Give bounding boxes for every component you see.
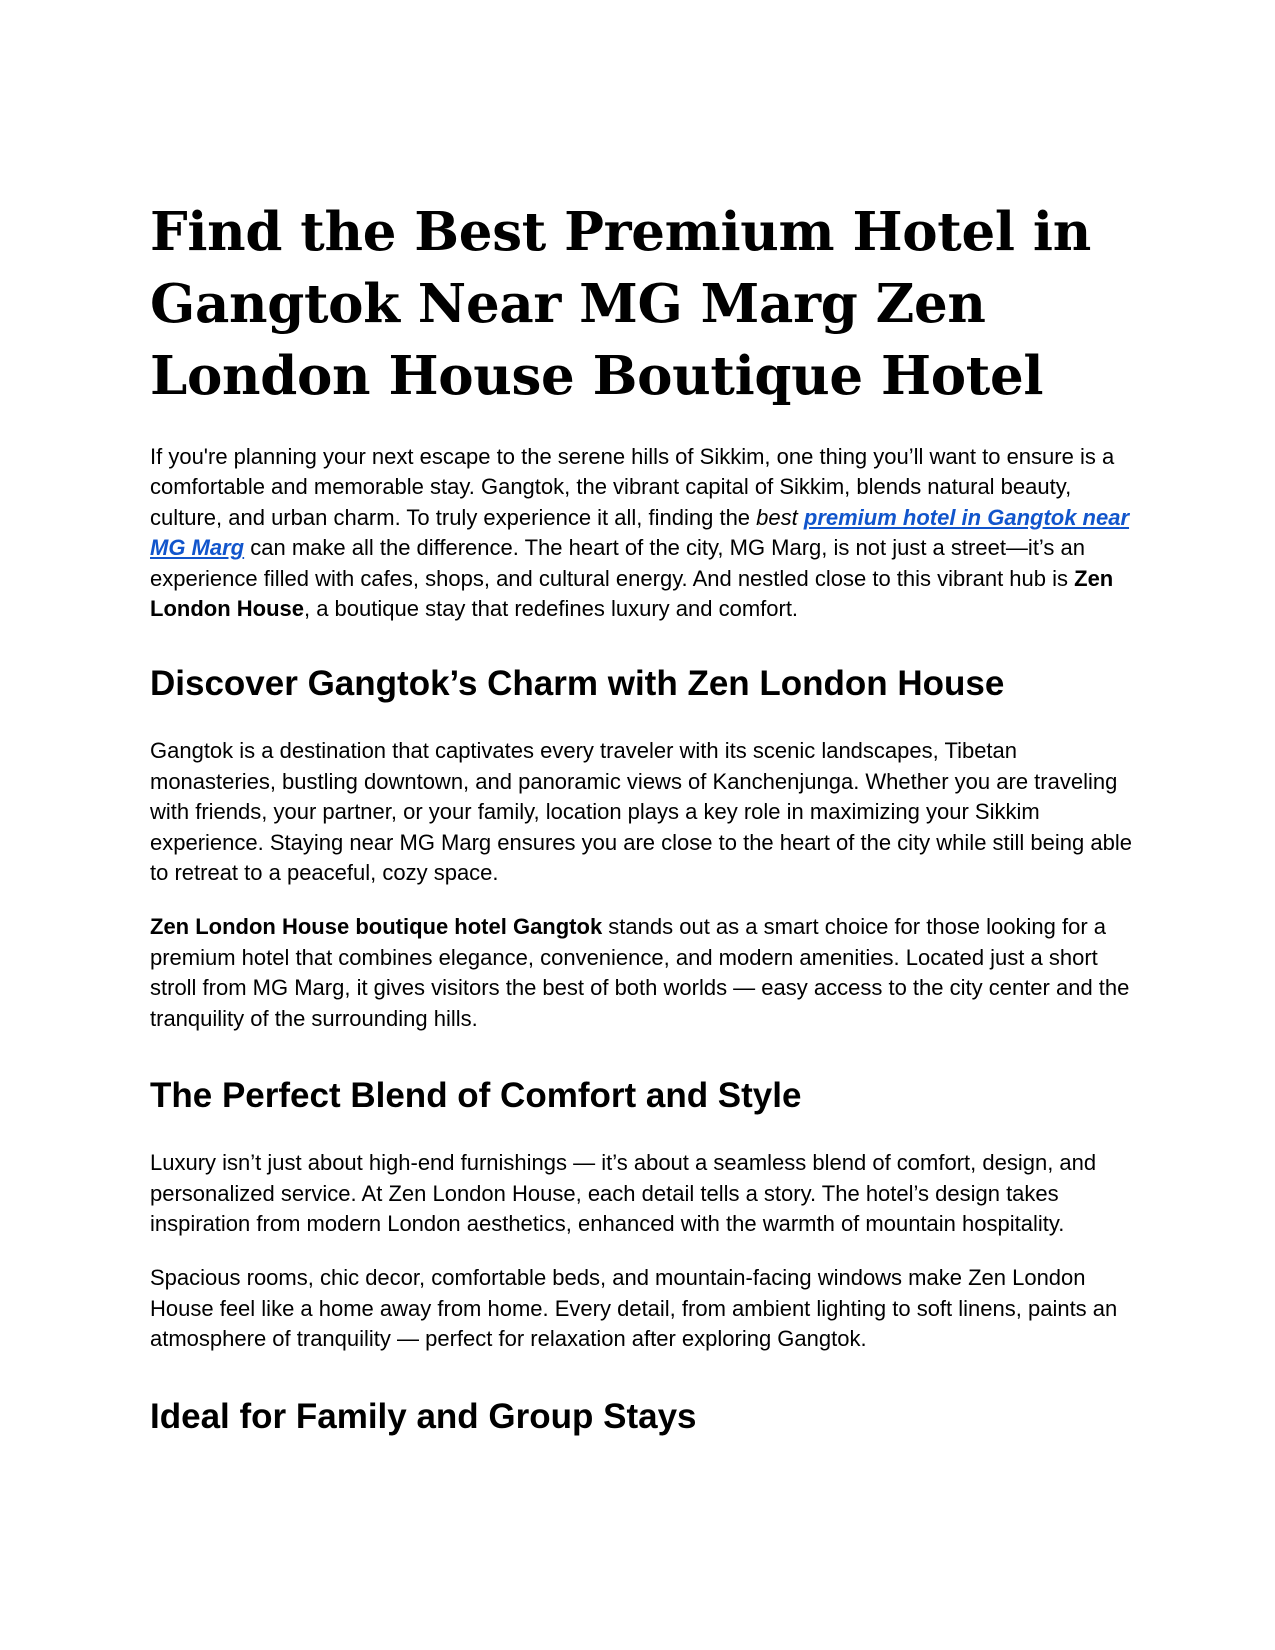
- intro-text-3: , a boutique stay that redefines luxury and comfort.: [303, 596, 799, 622]
- page-title: Find the Best Premium Hotel in Gangtok Near MG Marg Zen London House Boutique Hotel: [150, 201, 1091, 407]
- premium-hotel-link[interactable]: premium hotel in Gangtok near MG Marg: [150, 504, 1130, 561]
- section-heading-family-group: Ideal for Family and Group Stays: [150, 1396, 697, 1436]
- discover-paragraph-1: Gangtok is a destination that captivates every traveler with its scenic landscapes, Tibetan monasteries, bustling downtown, and panoramic views of Kanchenjunga. Whether you are traveling with friends, your partner, or your family, location plays a key role in maximizing your Sikkim experience. Staying near MG Marg ensures you are close to the heart of the city while still being able to retreat to a peaceful, cozy space.: [150, 738, 1132, 886]
- section-heading-comfort-style: The Perfect Blend of Comfort and Style: [150, 1076, 802, 1116]
- intro-text-1: If you're planning your next escape to the serene hills of Sikkim, one thing you’ll want to ensure is a comfortable and memorable stay. Gangtok, the vibrant capital of Sikkim, blends natural beauty, culture, and urban charm. To truly experience it all, finding the: [150, 444, 1115, 530]
- intro-italic-best: best: [756, 504, 798, 530]
- document-page: [150, 196, 1135, 1469]
- intro-text-2: can make all the difference. The heart of the city, MG Marg, is not just a street—it’s an experience filled with cafes, shops, and cultural energy. And nestled close to this vibrant hub is: [150, 535, 1086, 591]
- intro-bold-hotel-name: Zen London House: [150, 565, 1114, 622]
- intro-paragraph: [150, 442, 1135, 624]
- comfort-paragraph-1: Luxury isn’t just about high-end furnishings — it’s about a seamless blend of comfort, design, and personalized service. At Zen London House, each detail tells a story. The hotel’s design takes inspiration from modern London aesthetics, enhanced with the warmth of mountain hospitality.: [150, 1150, 1097, 1236]
- comfort-paragraph-2: Spacious rooms, chic decor, comfortable beds, and mountain-facing windows make Zen London House feel like a home away from home. Every detail, from ambient lighting to soft linens, paints an atmosphere of tranquility — perfect for relaxation after exploring Gangtok.: [150, 1265, 1118, 1352]
- discover-paragraph-2: [150, 912, 1135, 1034]
- discover-bold-hotel-name: Zen London House boutique hotel Gangtok: [150, 914, 603, 940]
- section-heading-discover: Discover Gangtok’s Charm with Zen London House: [150, 664, 1005, 704]
- discover-text: stands out as a smart choice for those looking for a premium hotel that combines elegance, convenience, and modern amenities. Located just a short stroll from MG Marg, it gives visitors the best of both worlds — easy access to the city center and the tranquility of the surrounding hills.: [150, 914, 1130, 1031]
